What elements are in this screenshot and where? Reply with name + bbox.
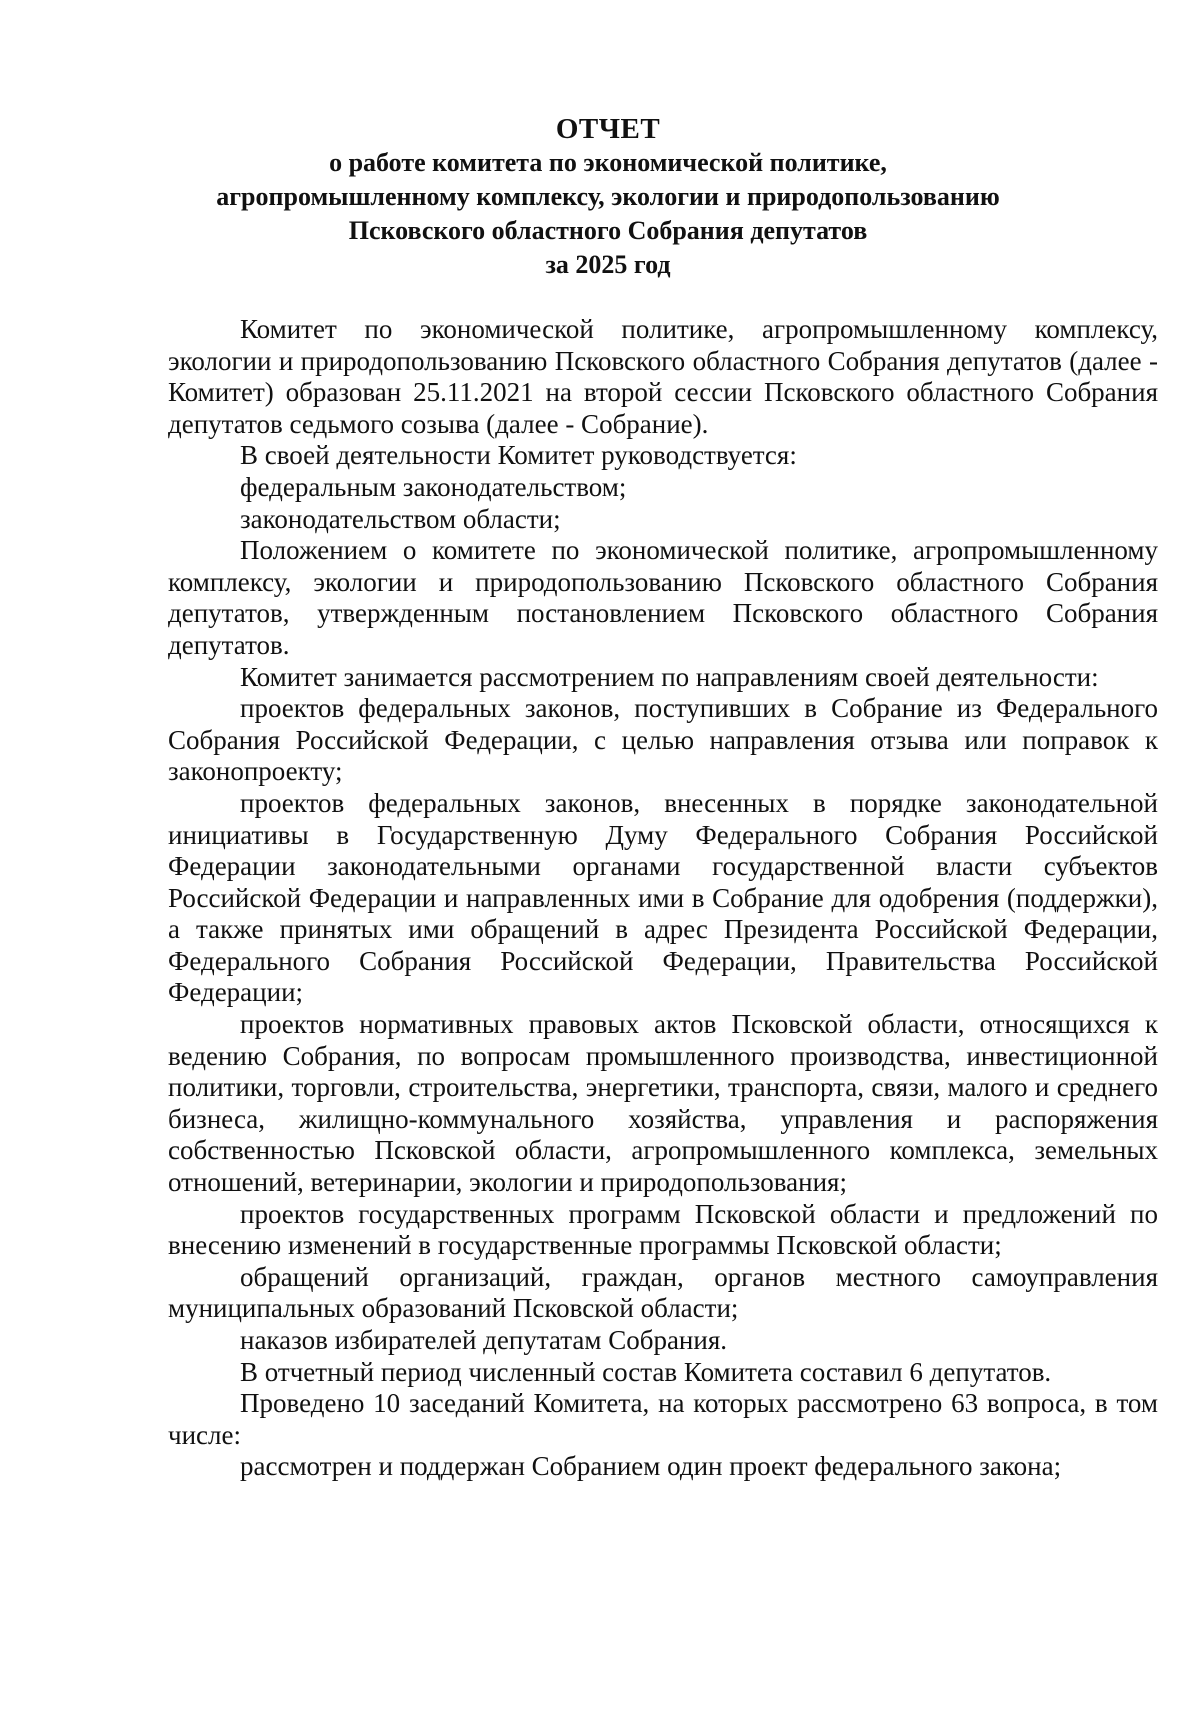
subtitle-line-committee: о работе комитета по экономической политике, <box>329 148 887 177</box>
document-body <box>168 314 1158 1483</box>
paragraph-activity-areas: Комитет занимается рассмотрением по направлениям своей деятельности: <box>240 661 1099 692</box>
list-item-state-programs: проектов государственных программ Псковской области и предложений по внесению изменений в государственные программы Псковской области; <box>168 1198 1158 1261</box>
paragraph-guided-by: В своей деятельности Комитет руководствуется: <box>240 440 797 471</box>
subtitle-line-assembly: Псковского областного Собрания депутатов <box>348 216 868 245</box>
paragraph-committee-formation: Комитет по экономической политике, агропромышленному комплексу, экологии и природопользованию Псковского областного Собрания депутатов (далее - Комитет) образован 25.11.2021 на второй сессии Псковского областного Собрания депутатов седьмого созыва (далее - Собрание). <box>168 314 1158 439</box>
list-item-regional-law: законодательством области; <box>240 503 561 534</box>
document-title: ОТЧЕТ <box>555 113 661 145</box>
list-item-regional-acts: проектов нормативных правовых актов Псковской области, относящихся к ведению Собрания, по вопросам промышленного производства, инвестиционной политики, торговли, строительства, энергетики, транспорта, связи, малого и среднего бизнеса, жилищно-коммунального хозяйства, управления и распоряжения собственностью Псковской области, агропромышленного комплекса, земельных отношений, ветеринарии, экологии и природопользования; <box>168 1009 1158 1198</box>
list-item-federal-bill-supported: рассмотрен и поддержан Собранием один проект федерального закона; <box>240 1451 1062 1482</box>
paragraph-committee-size: В отчетный период численный состав Комитета составил 6 депутатов. <box>240 1356 1052 1387</box>
list-item-federal-law: федеральным законодательством; <box>240 471 627 502</box>
subtitle-line-areas: агропромышленному комплексу, экологии и природопользованию <box>216 182 1000 211</box>
list-item-voter-mandates: наказов избирателей депутатам Собрания. <box>240 1325 727 1355</box>
paragraph-meetings-held: Проведено 10 заседаний Комитета, на которых рассмотрено 63 вопроса, в том числе: <box>168 1388 1158 1450</box>
subtitle-line-year: за 2025 год <box>545 250 671 279</box>
list-item-initiative-bills: проектов федеральных законов, внесенных в порядке законодательной инициативы в Государственную Думу Федерального Собрания Российской Федерации законодательными органами государственной власти субъектов Российской Федерации и направленных ими в Собрание для одобрения (поддержки), а также принятых ими обращений в адрес Президента Российской Федерации, Федерального Собрания Российской Федерации, Правительства Российской Федерации; <box>168 787 1158 1008</box>
list-item-federal-bills: проектов федеральных законов, поступивших в Собрание из Федерального Собрания Российской Федерации, с целью направления отзыва или поправок к законопроекту; <box>168 693 1158 787</box>
list-item-committee-regulation: Положением о комитете по экономической политике, агропромышленному комплексу, экологии и природопользованию Псковского областного Собрания депутатов, утвержденным постановлением Псковского областного Собрания депутатов. <box>168 535 1158 660</box>
list-item-appeals: обращений организаций, граждан, органов местного самоуправления муниципальных образований Псковской области; <box>168 1261 1158 1324</box>
document-header <box>160 112 1056 282</box>
